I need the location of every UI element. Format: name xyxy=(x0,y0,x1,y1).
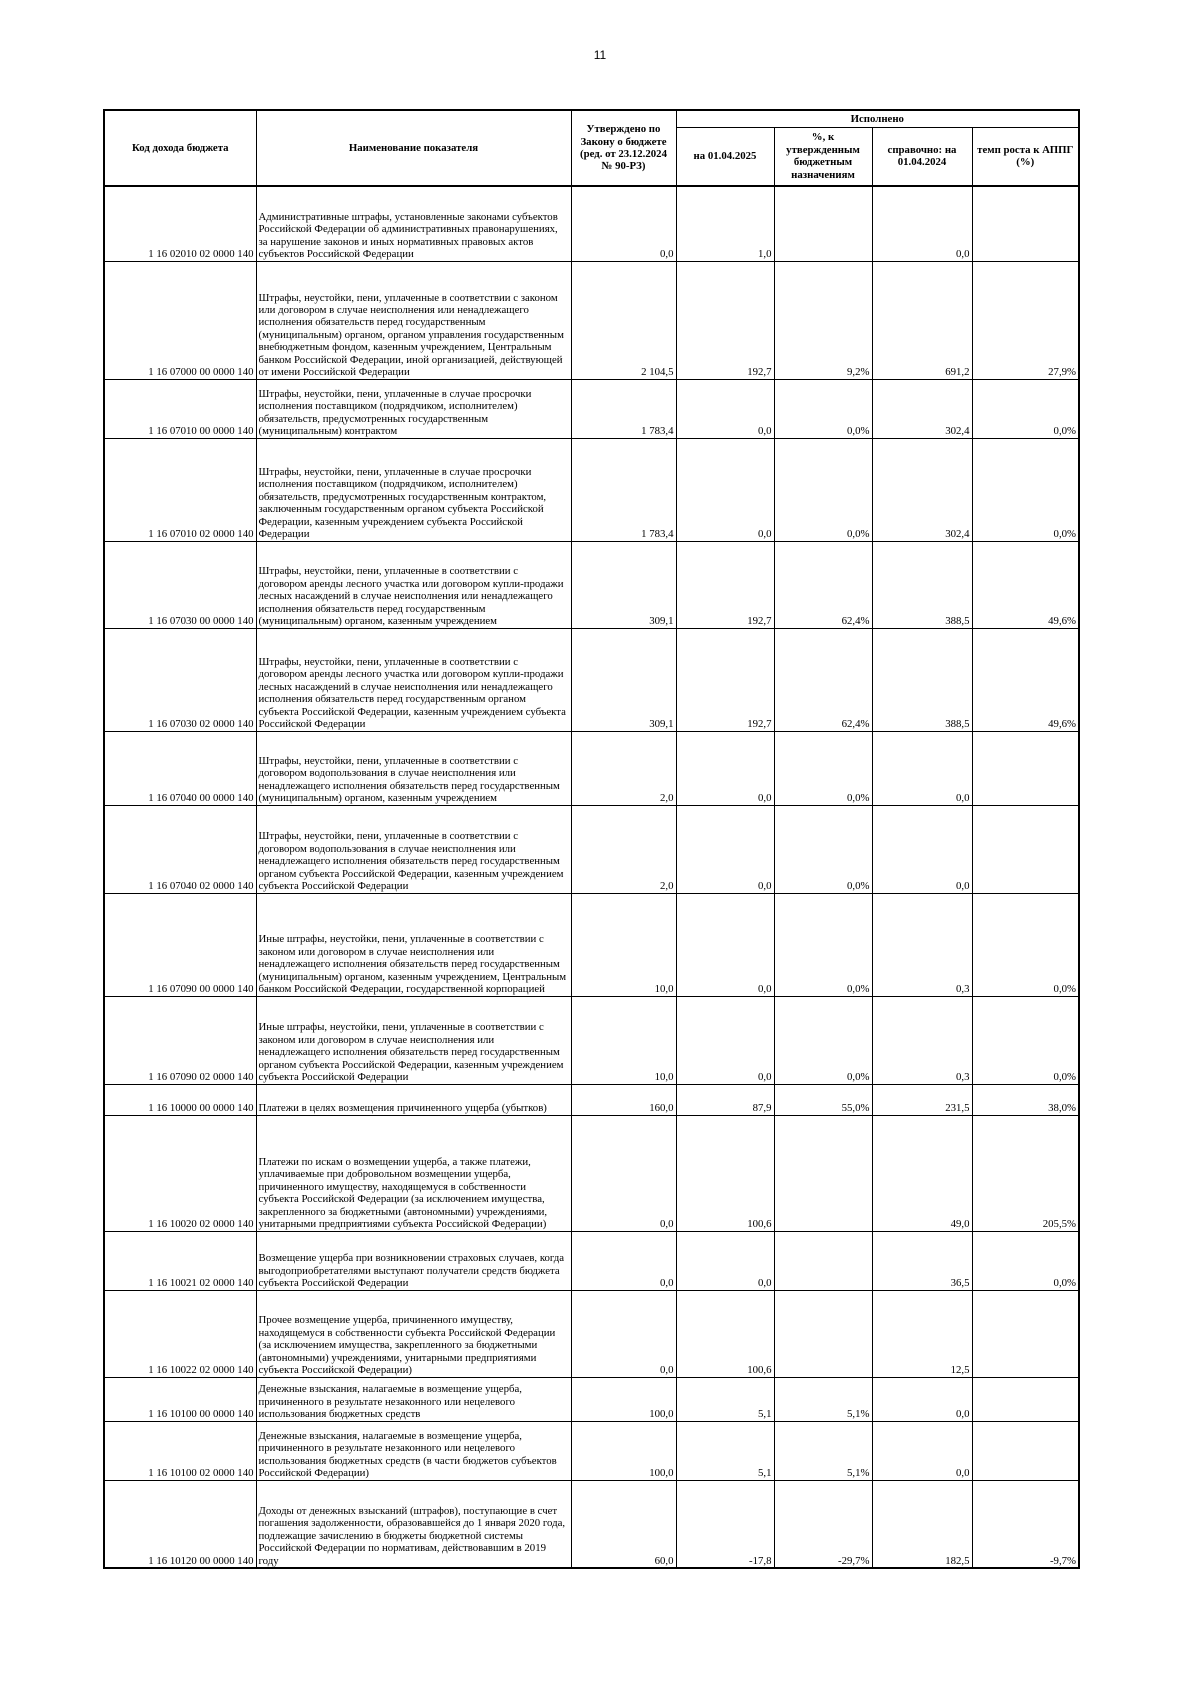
cell-name: Платежи по искам о возмещении ущерба, а также платежи, уплачиваемые при добровольном возмещении ущерба, причиненного имуществу, находящемуся в собственности субъекта Российской Федерации (за исключением имущества, закрепленного за бюджетными (автономными) учреждениями, унитарными предприятиями субъекта Российской Федерации) xyxy=(256,1115,571,1231)
table-row xyxy=(104,893,1079,996)
cell-percent xyxy=(774,186,872,261)
cell-growth: 0,0% xyxy=(972,379,1079,438)
cell-approved: 60,0 xyxy=(571,1480,676,1568)
cell-name: Штрафы, неустойки, пени, уплаченные в соответствии с законом или договором в случае неисполнения или ненадлежащего исполнения обязательств перед государственным (муниципальным) органом, органом управления государственным внебюджетным фондом, казенным учреждением, Центральным банком Российской Федерации, иной организацией, действующей от имени Российской Федерации xyxy=(256,261,571,379)
table-row xyxy=(104,731,1079,805)
table-row xyxy=(104,261,1079,379)
cell-approved: 2,0 xyxy=(571,731,676,805)
cell-approved: 160,0 xyxy=(571,1084,676,1115)
cell-executed: 0,0 xyxy=(676,731,774,805)
cell-percent: 0,0% xyxy=(774,379,872,438)
cell-reference: 302,4 xyxy=(872,379,972,438)
header-growth: темп роста к АППГ (%) xyxy=(972,127,1079,186)
table-row xyxy=(104,438,1079,541)
cell-reference: 49,0 xyxy=(872,1115,972,1231)
cell-growth xyxy=(972,186,1079,261)
cell-code: 1 16 07040 00 0000 140 xyxy=(104,731,256,805)
page-number: 11 xyxy=(593,48,607,62)
cell-executed: -17,8 xyxy=(676,1480,774,1568)
cell-approved: 0,0 xyxy=(571,1231,676,1290)
cell-growth: 0,0% xyxy=(972,893,1079,996)
cell-growth xyxy=(972,1290,1079,1377)
cell-percent: 0,0% xyxy=(774,893,872,996)
cell-approved: 100,0 xyxy=(571,1377,676,1421)
cell-executed: 0,0 xyxy=(676,996,774,1084)
cell-approved: 10,0 xyxy=(571,996,676,1084)
cell-growth xyxy=(972,1421,1079,1480)
table-row xyxy=(104,628,1079,731)
cell-approved: 0,0 xyxy=(571,186,676,261)
cell-reference: 0,0 xyxy=(872,805,972,893)
cell-reference: 0,0 xyxy=(872,1377,972,1421)
cell-code: 1 16 10100 02 0000 140 xyxy=(104,1421,256,1480)
header-on-date: на 01.04.2025 xyxy=(676,127,774,186)
table-body xyxy=(104,186,1079,1568)
cell-name: Штрафы, неустойки, пени, уплаченные в соответствии с договором аренды лесного участка или договором купли-продажи лесных насаждений в случае неисполнения или ненадлежащего исполнения обязательств перед государственным (муниципальным) органом, казенным учреждением xyxy=(256,541,571,628)
cell-executed: 0,0 xyxy=(676,893,774,996)
header-executed: Исполнено xyxy=(676,110,1079,127)
cell-executed: 87,9 xyxy=(676,1084,774,1115)
table-row xyxy=(104,1377,1079,1421)
header-approved: Утверждено по Закону о бюджете (ред. от 23.12.2024 № 90-РЗ) xyxy=(571,110,676,186)
cell-percent: 9,2% xyxy=(774,261,872,379)
cell-approved: 0,0 xyxy=(571,1115,676,1231)
table-row xyxy=(104,541,1079,628)
cell-growth: 0,0% xyxy=(972,996,1079,1084)
cell-code: 1 16 07030 02 0000 140 xyxy=(104,628,256,731)
cell-approved: 100,0 xyxy=(571,1421,676,1480)
cell-growth: 205,5% xyxy=(972,1115,1079,1231)
cell-growth xyxy=(972,805,1079,893)
cell-reference: 231,5 xyxy=(872,1084,972,1115)
table-row xyxy=(104,1115,1079,1231)
cell-name: Штрафы, неустойки, пени, уплаченные в случае просрочки исполнения поставщиком (подрядчиком, исполнителем) обязательств, предусмотренных государственным контрактом, заключенным государственным органом субъекта Российской Федерации, казенным учреждением субъекта Российской Федерации xyxy=(256,438,571,541)
cell-reference: 182,5 xyxy=(872,1480,972,1568)
cell-code: 1 16 10022 02 0000 140 xyxy=(104,1290,256,1377)
cell-code: 1 16 07010 02 0000 140 xyxy=(104,438,256,541)
cell-percent: -29,7% xyxy=(774,1480,872,1568)
cell-reference: 388,5 xyxy=(872,541,972,628)
cell-executed: 192,7 xyxy=(676,628,774,731)
cell-code: 1 16 07090 02 0000 140 xyxy=(104,996,256,1084)
cell-name: Иные штрафы, неустойки, пени, уплаченные в соответствии с законом или договором в случае неисполнения или ненадлежащего исполнения обязательств перед государственным органом субъекта Российской Федерации, казенным учреждением субъекта Российской Федерации xyxy=(256,996,571,1084)
cell-reference: 388,5 xyxy=(872,628,972,731)
table-row xyxy=(104,1421,1079,1480)
table-row xyxy=(104,1231,1079,1290)
cell-approved: 0,0 xyxy=(571,1290,676,1377)
cell-name: Штрафы, неустойки, пени, уплаченные в соответствии с договором водопользования в случае неисполнения или ненадлежащего исполнения обязательств перед государственным органом субъекта Российской Федерации, казенным учреждением субъекта Российской Федерации xyxy=(256,805,571,893)
cell-growth: -9,7% xyxy=(972,1480,1079,1568)
cell-executed: 0,0 xyxy=(676,438,774,541)
cell-code: 1 16 10020 02 0000 140 xyxy=(104,1115,256,1231)
cell-percent xyxy=(774,1290,872,1377)
cell-approved: 309,1 xyxy=(571,628,676,731)
cell-executed: 0,0 xyxy=(676,379,774,438)
cell-name: Административные штрафы, установленные законами субъектов Российской Федерации об административных правонарушениях, за нарушение законов и иных нормативных правовых актов субъектов Российской Федерации xyxy=(256,186,571,261)
cell-executed: 100,6 xyxy=(676,1115,774,1231)
header-name: Наименование показателя xyxy=(256,110,571,186)
cell-name: Возмещение ущерба при возникновении страховых случаев, когда выгодоприобретателями выступают получатели средств бюджета субъекта Российской Федерации xyxy=(256,1231,571,1290)
cell-name: Штрафы, неустойки, пени, уплаченные в соответствии с договором водопользования в случае неисполнения или ненадлежащего исполнения обязательств перед государственным (муниципальным) органом, казенным учреждением xyxy=(256,731,571,805)
cell-executed: 0,0 xyxy=(676,805,774,893)
cell-percent: 5,1% xyxy=(774,1421,872,1480)
cell-name: Денежные взыскания, налагаемые в возмещение ущерба, причиненного в результате незаконного или нецелевого использования бюджетных средств (в части бюджетов субъектов Российской Федерации) xyxy=(256,1421,571,1480)
cell-growth: 0,0% xyxy=(972,1231,1079,1290)
cell-approved: 2 104,5 xyxy=(571,261,676,379)
cell-growth: 0,0% xyxy=(972,438,1079,541)
table-row xyxy=(104,379,1079,438)
cell-percent: 0,0% xyxy=(774,438,872,541)
cell-percent: 0,0% xyxy=(774,805,872,893)
cell-growth: 38,0% xyxy=(972,1084,1079,1115)
cell-executed: 5,1 xyxy=(676,1421,774,1480)
cell-approved: 1 783,4 xyxy=(571,379,676,438)
cell-code: 1 16 07010 00 0000 140 xyxy=(104,379,256,438)
cell-approved: 309,1 xyxy=(571,541,676,628)
header-reference: справочно: на 01.04.2024 xyxy=(872,127,972,186)
cell-reference: 36,5 xyxy=(872,1231,972,1290)
cell-code: 1 16 07090 00 0000 140 xyxy=(104,893,256,996)
cell-code: 1 16 10000 00 0000 140 xyxy=(104,1084,256,1115)
cell-executed: 192,7 xyxy=(676,541,774,628)
cell-approved: 1 783,4 xyxy=(571,438,676,541)
cell-percent: 62,4% xyxy=(774,628,872,731)
cell-reference: 0,0 xyxy=(872,1421,972,1480)
table-row xyxy=(104,1290,1079,1377)
cell-code: 1 16 02010 02 0000 140 xyxy=(104,186,256,261)
cell-reference: 0,0 xyxy=(872,731,972,805)
table-header xyxy=(104,110,1079,186)
cell-code: 1 16 10120 00 0000 140 xyxy=(104,1480,256,1568)
cell-code: 1 16 07040 02 0000 140 xyxy=(104,805,256,893)
table-row xyxy=(104,805,1079,893)
cell-reference: 691,2 xyxy=(872,261,972,379)
cell-name: Штрафы, неустойки, пени, уплаченные в соответствии с договором аренды лесного участка или договором купли-продажи лесных насаждений в случае неисполнения или ненадлежащего исполнения обязательств перед государственным органом субъекта Российской Федерации, казенным учреждением субъекта Российской Федерации xyxy=(256,628,571,731)
cell-reference: 302,4 xyxy=(872,438,972,541)
cell-growth xyxy=(972,731,1079,805)
header-code: Код дохода бюджета xyxy=(104,110,256,186)
cell-growth: 49,6% xyxy=(972,628,1079,731)
table-row xyxy=(104,996,1079,1084)
cell-percent: 0,0% xyxy=(774,731,872,805)
cell-name: Доходы от денежных взысканий (штрафов), поступающие в счет погашения задолженности, образовавшейся до 1 января 2020 года, подлежащие зачислению в бюджеты бюджетной системы Российской Федерации по нормативам, действовавшим в 2019 году xyxy=(256,1480,571,1568)
cell-executed: 192,7 xyxy=(676,261,774,379)
header-percent: %, к утвержденным бюджетным назначениям xyxy=(774,127,872,186)
cell-name: Штрафы, неустойки, пени, уплаченные в случае просрочки исполнения поставщиком (подрядчиком, исполнителем) обязательств, предусмотренных государственным (муниципальным) контрактом xyxy=(256,379,571,438)
cell-code: 1 16 07030 00 0000 140 xyxy=(104,541,256,628)
cell-reference: 0,0 xyxy=(872,186,972,261)
cell-reference: 0,3 xyxy=(872,893,972,996)
cell-name: Иные штрафы, неустойки, пени, уплаченные в соответствии с законом или договором в случае неисполнения или ненадлежащего исполнения обязательств перед государственным (муниципальным) органом, казенным учреждением, Центральным банком Российской Федерации, государственной корпорацией xyxy=(256,893,571,996)
table-row xyxy=(104,186,1079,261)
cell-percent xyxy=(774,1115,872,1231)
cell-executed: 100,6 xyxy=(676,1290,774,1377)
cell-percent: 55,0% xyxy=(774,1084,872,1115)
table-row xyxy=(104,1480,1079,1568)
cell-code: 1 16 10100 00 0000 140 xyxy=(104,1377,256,1421)
cell-name: Денежные взыскания, налагаемые в возмещение ущерба, причиненного в результате незаконного или нецелевого использования бюджетных средств xyxy=(256,1377,571,1421)
cell-reference: 0,3 xyxy=(872,996,972,1084)
cell-approved: 2,0 xyxy=(571,805,676,893)
cell-percent: 5,1% xyxy=(774,1377,872,1421)
cell-name: Прочее возмещение ущерба, причиненного имуществу, находящемуся в собственности субъекта Российской Федерации (за исключением имущества, закрепленного за бюджетными (автономными) учреждениями, унитарными предприятиями субъекта Российской Федерации) xyxy=(256,1290,571,1377)
cell-percent: 0,0% xyxy=(774,996,872,1084)
cell-name: Платежи в целях возмещения причиненного ущерба (убытков) xyxy=(256,1084,571,1115)
cell-executed: 1,0 xyxy=(676,186,774,261)
budget-revenue-table xyxy=(103,109,1080,1569)
cell-growth: 27,9% xyxy=(972,261,1079,379)
cell-executed: 0,0 xyxy=(676,1231,774,1290)
cell-percent xyxy=(774,1231,872,1290)
cell-executed: 5,1 xyxy=(676,1377,774,1421)
cell-percent: 62,4% xyxy=(774,541,872,628)
cell-code: 1 16 07000 00 0000 140 xyxy=(104,261,256,379)
cell-growth xyxy=(972,1377,1079,1421)
cell-code: 1 16 10021 02 0000 140 xyxy=(104,1231,256,1290)
cell-growth: 49,6% xyxy=(972,541,1079,628)
table-row xyxy=(104,1084,1079,1115)
cell-reference: 12,5 xyxy=(872,1290,972,1377)
cell-approved: 10,0 xyxy=(571,893,676,996)
